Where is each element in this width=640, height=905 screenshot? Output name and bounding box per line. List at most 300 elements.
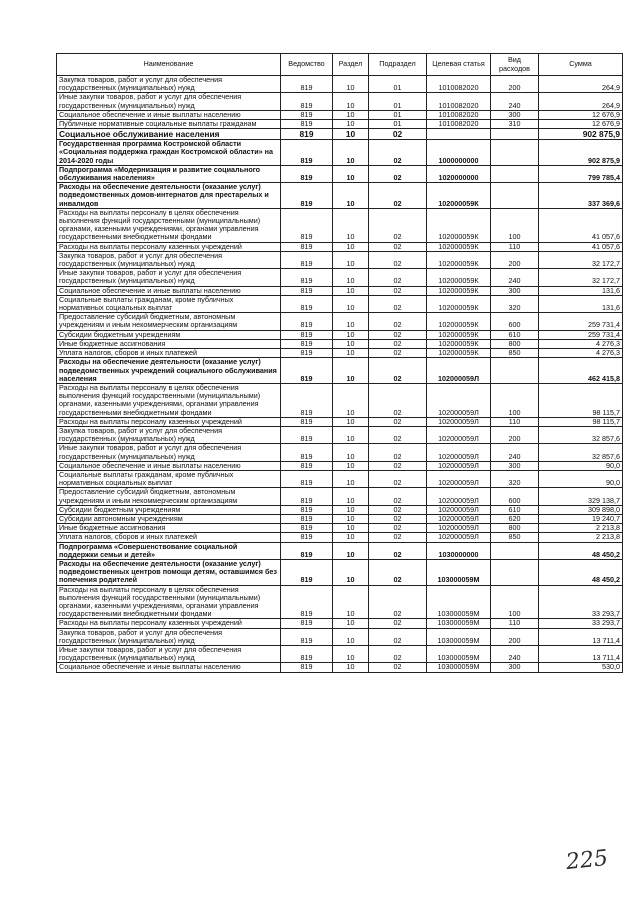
cell-target: 102000059Л	[427, 470, 491, 487]
cell-section: 10	[333, 358, 369, 384]
cell-target: 102000059Л	[427, 533, 491, 542]
cell-dept: 819	[281, 542, 333, 559]
cell-dept: 819	[281, 76, 333, 93]
cell-dept: 819	[281, 585, 333, 619]
cell-amount: 41 057,6	[539, 208, 623, 242]
cell-subsection: 02	[369, 242, 427, 251]
cell-dept: 819	[281, 93, 333, 110]
cell-type	[491, 165, 539, 182]
cell-name: Предоставление субсидий бюджетным, автономным учреждениям и иным некоммерческим организациям	[57, 488, 281, 505]
cell-section: 10	[333, 349, 369, 358]
cell-section: 10	[333, 505, 369, 514]
cell-target: 102000059К	[427, 269, 491, 286]
cell-name: Социальное обслуживание населения	[57, 129, 281, 140]
cell-name: Государственная программа Костромской области «Социальная поддержка граждан Костромской области» на 2014-2020 годы	[57, 140, 281, 166]
cell-target: 102000059К	[427, 183, 491, 209]
cell-dept: 819	[281, 330, 333, 339]
table-body	[57, 76, 623, 673]
cell-amount: 32 857,6	[539, 426, 623, 443]
cell-section: 10	[333, 183, 369, 209]
cell-dept: 819	[281, 286, 333, 295]
table-row	[57, 426, 623, 443]
cell-section: 10	[333, 286, 369, 295]
cell-dept: 819	[281, 269, 333, 286]
cell-section: 10	[333, 542, 369, 559]
cell-type: 850	[491, 533, 539, 542]
cell-dept: 819	[281, 129, 333, 140]
cell-subsection: 02	[369, 417, 427, 426]
table-row	[57, 269, 623, 286]
cell-subsection: 02	[369, 129, 427, 140]
cell-type: 110	[491, 242, 539, 251]
table-row	[57, 542, 623, 559]
cell-amount: 131,6	[539, 295, 623, 312]
cell-amount: 98 115,7	[539, 383, 623, 417]
cell-amount: 33 293,7	[539, 619, 623, 628]
cell-subsection: 02	[369, 514, 427, 523]
cell-name: Социальное обеспечение и иные выплаты населению	[57, 663, 281, 672]
cell-target: 102000059Л	[427, 505, 491, 514]
cell-subsection: 02	[369, 208, 427, 242]
cell-subsection: 01	[369, 120, 427, 129]
cell-dept: 819	[281, 533, 333, 542]
table-row	[57, 417, 623, 426]
cell-type: 100	[491, 208, 539, 242]
cell-subsection: 02	[369, 339, 427, 348]
cell-dept: 819	[281, 559, 333, 585]
table-row	[57, 628, 623, 645]
cell-target: 103000059М	[427, 646, 491, 663]
cell-amount: 259 731,4	[539, 330, 623, 339]
cell-name: Субсидии бюджетным учреждениям	[57, 330, 281, 339]
cell-subsection: 02	[369, 461, 427, 470]
cell-subsection: 02	[369, 488, 427, 505]
cell-subsection: 02	[369, 628, 427, 645]
cell-section: 10	[333, 585, 369, 619]
table-row	[57, 619, 623, 628]
cell-target: 1010082020	[427, 110, 491, 119]
cell-subsection: 02	[369, 140, 427, 166]
cell-dept: 819	[281, 165, 333, 182]
cell-dept: 819	[281, 358, 333, 384]
cell-target: 102000059К	[427, 251, 491, 268]
table-row	[57, 339, 623, 348]
cell-name: Иные закупки товаров, работ и услуг для обеспечения государственных (муниципальных) нужд	[57, 444, 281, 461]
cell-amount: 19 240,7	[539, 514, 623, 523]
cell-section: 10	[333, 295, 369, 312]
cell-amount: 131,6	[539, 286, 623, 295]
header-type: Вид расходов	[491, 54, 539, 76]
cell-amount: 98 115,7	[539, 417, 623, 426]
cell-type	[491, 129, 539, 140]
cell-name: Расходы на выплаты персоналу казенных учреждений	[57, 619, 281, 628]
table-row	[57, 93, 623, 110]
cell-type: 600	[491, 313, 539, 330]
cell-type	[491, 542, 539, 559]
cell-amount: 90,0	[539, 470, 623, 487]
cell-subsection: 01	[369, 110, 427, 119]
cell-name: Социальное обеспечение и иные выплаты населению	[57, 286, 281, 295]
cell-dept: 819	[281, 295, 333, 312]
table-row	[57, 208, 623, 242]
cell-name: Подпрограмма «Совершенствование социальной поддержки семьи и детей»	[57, 542, 281, 559]
cell-type: 240	[491, 269, 539, 286]
cell-amount: 13 711,4	[539, 628, 623, 645]
cell-subsection: 02	[369, 444, 427, 461]
table-row	[57, 663, 623, 672]
cell-section: 10	[333, 663, 369, 672]
cell-amount: 90,0	[539, 461, 623, 470]
cell-target: 102000059К	[427, 349, 491, 358]
cell-name: Расходы на обеспечение деятельности (оказание услуг) подведомственных домов-интернатов для престарелых и инвалидов	[57, 183, 281, 209]
cell-target: 103000059М	[427, 628, 491, 645]
table-row	[57, 444, 623, 461]
cell-dept: 819	[281, 646, 333, 663]
cell-type	[491, 559, 539, 585]
cell-dept: 819	[281, 524, 333, 533]
cell-dept: 819	[281, 461, 333, 470]
cell-section: 10	[333, 120, 369, 129]
cell-section: 10	[333, 110, 369, 119]
cell-type: 320	[491, 470, 539, 487]
cell-target: 1030000000	[427, 542, 491, 559]
table-row	[57, 120, 623, 129]
cell-amount: 902 875,9	[539, 140, 623, 166]
cell-section: 10	[333, 559, 369, 585]
cell-section: 10	[333, 129, 369, 140]
cell-target: 102000059К	[427, 208, 491, 242]
cell-amount: 41 057,6	[539, 242, 623, 251]
cell-section: 10	[333, 339, 369, 348]
cell-dept: 819	[281, 349, 333, 358]
header-section: Раздел	[333, 54, 369, 76]
cell-amount: 12 676,9	[539, 120, 623, 129]
header-dept: Ведомство	[281, 54, 333, 76]
cell-type: 100	[491, 383, 539, 417]
cell-type: 310	[491, 120, 539, 129]
cell-subsection: 02	[369, 470, 427, 487]
cell-section: 10	[333, 444, 369, 461]
cell-type	[491, 140, 539, 166]
cell-type	[491, 183, 539, 209]
page-number: 225	[564, 845, 610, 876]
cell-amount: 462 415,8	[539, 358, 623, 384]
cell-amount: 799 785,4	[539, 165, 623, 182]
cell-dept: 819	[281, 663, 333, 672]
cell-subsection: 02	[369, 559, 427, 585]
cell-type: 100	[491, 585, 539, 619]
cell-section: 10	[333, 417, 369, 426]
cell-type: 110	[491, 417, 539, 426]
cell-subsection: 02	[369, 524, 427, 533]
cell-dept: 819	[281, 120, 333, 129]
cell-type: 110	[491, 619, 539, 628]
cell-name: Социальное обеспечение и иные выплаты населению	[57, 110, 281, 119]
cell-subsection: 02	[369, 533, 427, 542]
table-row	[57, 251, 623, 268]
cell-amount: 264,9	[539, 93, 623, 110]
table-row	[57, 183, 623, 209]
cell-type: 200	[491, 628, 539, 645]
cell-target: 102000059Л	[427, 444, 491, 461]
cell-target: 103000059М	[427, 663, 491, 672]
cell-subsection: 02	[369, 183, 427, 209]
cell-amount: 32 172,7	[539, 269, 623, 286]
table-row	[57, 349, 623, 358]
cell-name: Закупка товаров, работ и услуг для обеспечения государственных (муниципальных) нужд	[57, 251, 281, 268]
cell-subsection: 01	[369, 76, 427, 93]
cell-target: 103000059М	[427, 619, 491, 628]
cell-name: Иные закупки товаров, работ и услуг для обеспечения государственных (муниципальных) нужд	[57, 269, 281, 286]
table-row	[57, 358, 623, 384]
cell-target: 1000000000	[427, 140, 491, 166]
table-row	[57, 533, 623, 542]
cell-section: 10	[333, 165, 369, 182]
cell-subsection: 02	[369, 251, 427, 268]
cell-name: Расходы на обеспечение деятельности (оказание услуг) подведомственных учреждений социального обслуживания населения	[57, 358, 281, 384]
table-row	[57, 330, 623, 339]
cell-name: Социальные выплаты гражданам, кроме публичных нормативных социальных выплат	[57, 295, 281, 312]
cell-dept: 819	[281, 110, 333, 119]
cell-dept: 819	[281, 444, 333, 461]
cell-amount: 48 450,2	[539, 559, 623, 585]
cell-name: Субсидии бюджетным учреждениям	[57, 505, 281, 514]
cell-amount: 530,0	[539, 663, 623, 672]
cell-target: 102000059К	[427, 242, 491, 251]
cell-section: 10	[333, 619, 369, 628]
table-row	[57, 313, 623, 330]
cell-name: Социальное обеспечение и иные выплаты населению	[57, 461, 281, 470]
cell-section: 10	[333, 514, 369, 523]
cell-section: 10	[333, 461, 369, 470]
cell-type: 240	[491, 646, 539, 663]
cell-subsection: 02	[369, 585, 427, 619]
cell-section: 10	[333, 313, 369, 330]
cell-subsection: 02	[369, 295, 427, 312]
cell-subsection: 02	[369, 313, 427, 330]
cell-target: 102000059К	[427, 330, 491, 339]
cell-subsection: 02	[369, 542, 427, 559]
table-row	[57, 524, 623, 533]
cell-name: Закупка товаров, работ и услуг для обеспечения государственных (муниципальных) нужд	[57, 628, 281, 645]
cell-section: 10	[333, 242, 369, 251]
header-target: Целевая статья	[427, 54, 491, 76]
cell-section: 10	[333, 140, 369, 166]
table-row	[57, 470, 623, 487]
cell-target: 102000059Л	[427, 514, 491, 523]
cell-type: 300	[491, 663, 539, 672]
header-subsection: Подраздел	[369, 54, 427, 76]
cell-target: 102000059К	[427, 295, 491, 312]
budget-table	[56, 53, 623, 673]
cell-section: 10	[333, 330, 369, 339]
cell-section: 10	[333, 628, 369, 645]
cell-dept: 819	[281, 470, 333, 487]
cell-section: 10	[333, 426, 369, 443]
cell-name: Расходы на выплаты персоналу казенных учреждений	[57, 242, 281, 251]
table-row	[57, 383, 623, 417]
cell-amount: 2 213,8	[539, 533, 623, 542]
cell-type	[491, 358, 539, 384]
cell-dept: 819	[281, 488, 333, 505]
cell-subsection: 02	[369, 505, 427, 514]
table-row	[57, 646, 623, 663]
cell-target: 103000059М	[427, 585, 491, 619]
cell-type: 850	[491, 349, 539, 358]
cell-amount: 33 293,7	[539, 585, 623, 619]
cell-target: 1010082020	[427, 120, 491, 129]
cell-subsection: 02	[369, 426, 427, 443]
cell-subsection: 02	[369, 383, 427, 417]
cell-name: Расходы на обеспечение деятельности (оказание услуг) подведомственных центров помощи детям, оставшимся без попечения родителей	[57, 559, 281, 585]
table-row	[57, 505, 623, 514]
cell-target: 102000059Л	[427, 488, 491, 505]
cell-name: Закупка товаров, работ и услуг для обеспечения государственных (муниципальных) нужд	[57, 76, 281, 93]
cell-subsection: 02	[369, 358, 427, 384]
cell-amount: 12 676,9	[539, 110, 623, 119]
cell-type: 240	[491, 93, 539, 110]
cell-name: Расходы на выплаты персоналу в целях обеспечения выполнения функций государственными (муниципальными) органами, казенными учреждениями, органами управления государственными внебюджетными фондами	[57, 208, 281, 242]
cell-type: 320	[491, 295, 539, 312]
cell-dept: 819	[281, 242, 333, 251]
cell-name: Иные закупки товаров, работ и услуг для обеспечения государственных (муниципальных) нужд	[57, 93, 281, 110]
header-amount: Сумма	[539, 54, 623, 76]
table-row	[57, 585, 623, 619]
cell-type: 610	[491, 505, 539, 514]
cell-type: 200	[491, 251, 539, 268]
cell-subsection: 02	[369, 646, 427, 663]
cell-section: 10	[333, 76, 369, 93]
cell-name: Социальные выплаты гражданам, кроме публичных нормативных социальных выплат	[57, 470, 281, 487]
cell-type: 600	[491, 488, 539, 505]
cell-amount: 2 213,8	[539, 524, 623, 533]
cell-type: 200	[491, 426, 539, 443]
table-row	[57, 286, 623, 295]
cell-name: Уплата налогов, сборов и иных платежей	[57, 533, 281, 542]
cell-section: 10	[333, 533, 369, 542]
cell-subsection: 02	[369, 619, 427, 628]
cell-type: 200	[491, 76, 539, 93]
cell-target: 102000059Л	[427, 524, 491, 533]
cell-dept: 819	[281, 339, 333, 348]
table-row	[57, 488, 623, 505]
cell-type: 300	[491, 110, 539, 119]
cell-name: Иные бюджетные ассигнования	[57, 524, 281, 533]
cell-subsection: 02	[369, 330, 427, 339]
cell-name: Субсидии автономным учреждениям	[57, 514, 281, 523]
table-row	[57, 295, 623, 312]
cell-type: 620	[491, 514, 539, 523]
cell-name: Расходы на выплаты персоналу в целях обеспечения выполнения функций государственными (муниципальными) органами, казенными учреждениями, органами управления государственными внебюджетными фондами	[57, 383, 281, 417]
cell-amount: 4 276,3	[539, 349, 623, 358]
table-row	[57, 140, 623, 166]
cell-target: 102000059К	[427, 286, 491, 295]
cell-amount: 259 731,4	[539, 313, 623, 330]
cell-target: 1010082020	[427, 76, 491, 93]
cell-section: 10	[333, 251, 369, 268]
cell-amount: 329 138,7	[539, 488, 623, 505]
cell-type: 610	[491, 330, 539, 339]
cell-subsection: 02	[369, 286, 427, 295]
cell-name: Расходы на выплаты персоналу казенных учреждений	[57, 417, 281, 426]
cell-dept: 819	[281, 383, 333, 417]
cell-name: Иные бюджетные ассигнования	[57, 339, 281, 348]
cell-amount: 264,9	[539, 76, 623, 93]
cell-target	[427, 129, 491, 140]
cell-name: Расходы на выплаты персоналу в целях обеспечения выполнения функций государственными (муниципальными) органами, казенными учреждениями, органами управления государственными внебюджетными фондами	[57, 585, 281, 619]
cell-name: Публичные нормативные социальные выплаты гражданам	[57, 120, 281, 129]
cell-name: Уплата налогов, сборов и иных платежей	[57, 349, 281, 358]
table-row	[57, 110, 623, 119]
cell-section: 10	[333, 524, 369, 533]
header-row	[57, 54, 623, 76]
cell-section: 10	[333, 488, 369, 505]
cell-target: 102000059Л	[427, 426, 491, 443]
cell-target: 103000059М	[427, 559, 491, 585]
cell-dept: 819	[281, 183, 333, 209]
table-row	[57, 559, 623, 585]
cell-dept: 819	[281, 426, 333, 443]
cell-dept: 819	[281, 251, 333, 268]
cell-type: 240	[491, 444, 539, 461]
cell-target: 102000059Л	[427, 383, 491, 417]
cell-dept: 819	[281, 505, 333, 514]
cell-type: 800	[491, 339, 539, 348]
cell-target: 102000059К	[427, 313, 491, 330]
cell-subsection: 02	[369, 349, 427, 358]
table-row	[57, 461, 623, 470]
cell-section: 10	[333, 93, 369, 110]
cell-section: 10	[333, 208, 369, 242]
cell-target: 102000059Л	[427, 417, 491, 426]
cell-subsection: 02	[369, 165, 427, 182]
cell-target: 102000059Л	[427, 358, 491, 384]
cell-name: Закупка товаров, работ и услуг для обеспечения государственных (муниципальных) нужд	[57, 426, 281, 443]
cell-target: 1010082020	[427, 93, 491, 110]
cell-name: Подпрограмма «Модернизация и развитие социального обслуживания населения»	[57, 165, 281, 182]
cell-dept: 819	[281, 313, 333, 330]
cell-amount: 32 857,6	[539, 444, 623, 461]
cell-target: 102000059Л	[427, 461, 491, 470]
cell-type: 800	[491, 524, 539, 533]
cell-dept: 819	[281, 628, 333, 645]
cell-dept: 819	[281, 619, 333, 628]
cell-section: 10	[333, 646, 369, 663]
cell-subsection: 02	[369, 269, 427, 286]
cell-dept: 819	[281, 417, 333, 426]
table-row	[57, 242, 623, 251]
cell-dept: 819	[281, 140, 333, 166]
table-row	[57, 165, 623, 182]
cell-name: Иные закупки товаров, работ и услуг для обеспечения государственных (муниципальных) нужд	[57, 646, 281, 663]
cell-amount: 48 450,2	[539, 542, 623, 559]
cell-dept: 819	[281, 514, 333, 523]
header-name: Наименование	[57, 54, 281, 76]
cell-subsection: 01	[369, 93, 427, 110]
cell-type: 300	[491, 286, 539, 295]
cell-type: 300	[491, 461, 539, 470]
cell-amount: 13 711,4	[539, 646, 623, 663]
cell-section: 10	[333, 470, 369, 487]
cell-amount: 309 898,0	[539, 505, 623, 514]
cell-section: 10	[333, 383, 369, 417]
cell-amount: 4 276,3	[539, 339, 623, 348]
cell-section: 10	[333, 269, 369, 286]
cell-target: 1020000000	[427, 165, 491, 182]
cell-subsection: 02	[369, 663, 427, 672]
cell-name: Предоставление субсидий бюджетным, автономным учреждениям и иным некоммерческим организациям	[57, 313, 281, 330]
cell-amount: 32 172,7	[539, 251, 623, 268]
